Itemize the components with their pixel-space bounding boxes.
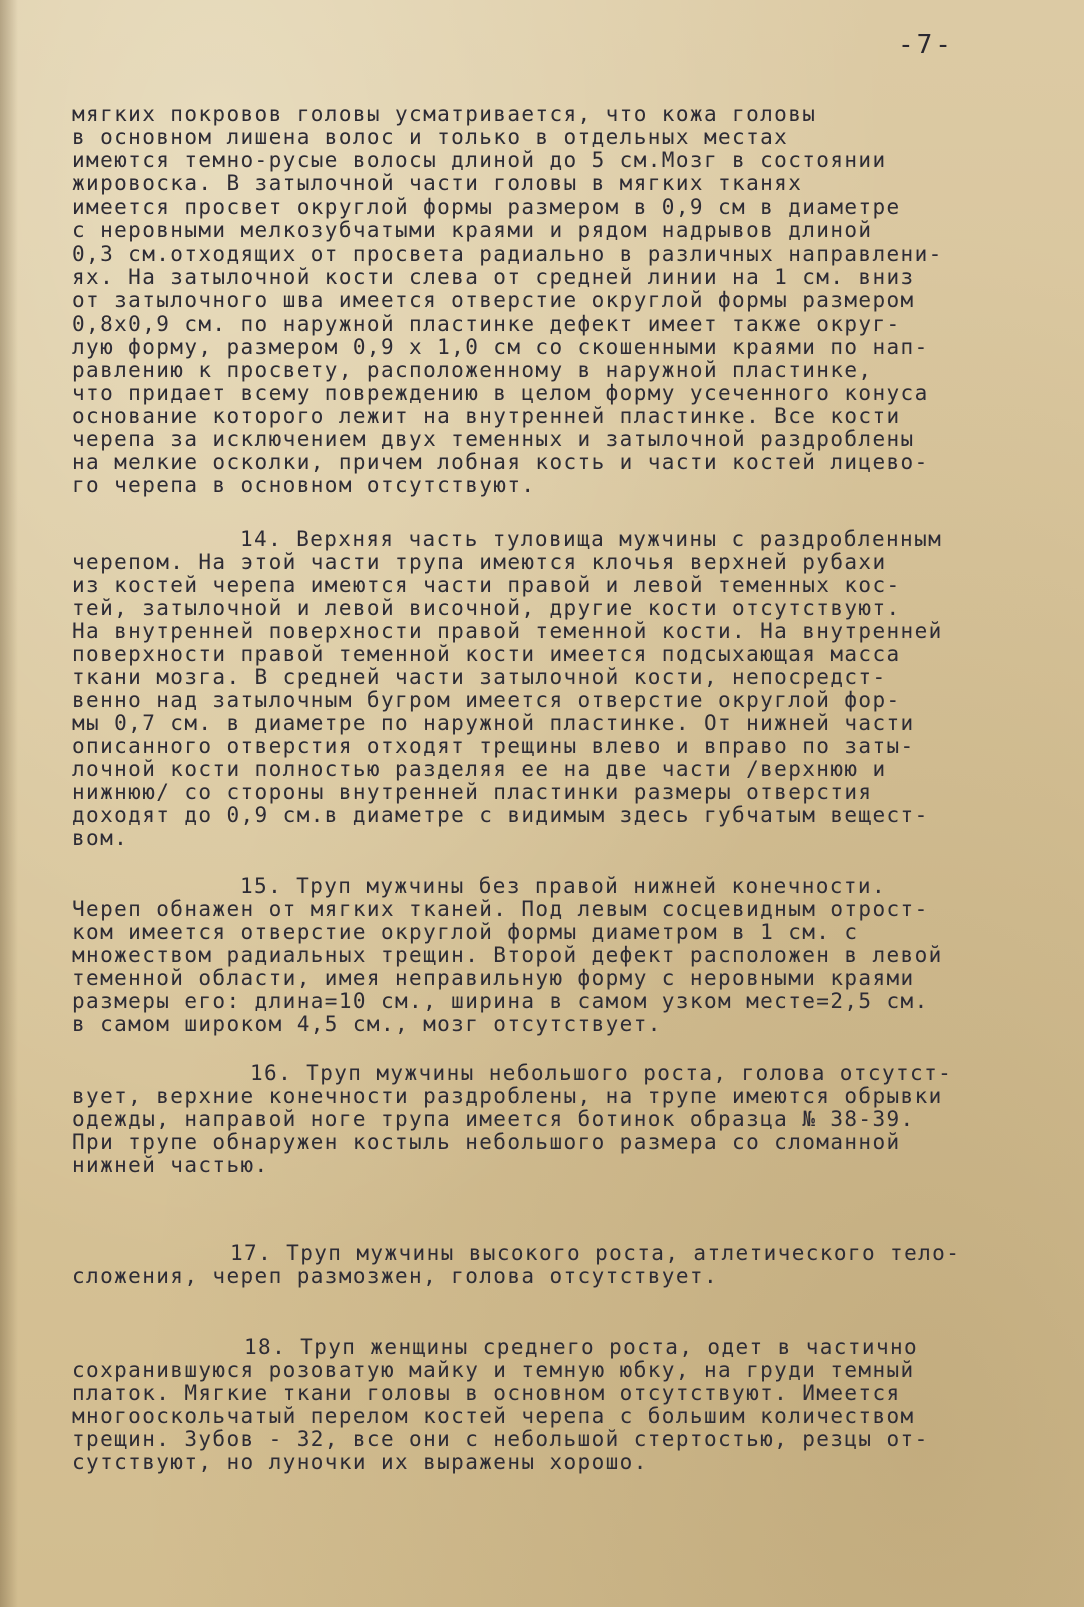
text-line: из костей черепа имеются части правой и левой теменных кос- <box>72 573 901 597</box>
text-line: многооскольчатый перелом костей черепа с большим количеством <box>72 1404 915 1428</box>
text-line: лочной кости полностью разделяя ее на две части /верхнюю и <box>72 757 887 781</box>
text-line: трещин. Зубов - 32, все они с небольшой стертостью, резцы от- <box>72 1427 929 1451</box>
text-line: основание которого лежит на внутренней пластинке. Все кости <box>72 404 901 428</box>
text-line: жировоска. В затылочной части головы в мягких тканях <box>72 171 803 195</box>
text-line: нижней частью. <box>72 1153 269 1177</box>
text-line: го черепа в основном отсутствуют. <box>72 473 536 497</box>
text-line: поверхности правой теменной кости имеется подсыхающая масса <box>72 642 901 666</box>
text-line: сложения, череп размозжен, голова отсутствует. <box>72 1264 718 1288</box>
text-line: от затылочного шва имеется отверстие округлой формы размером <box>72 288 915 312</box>
text-line: теменной области, имея неправильную форму с неровными краями <box>72 966 915 990</box>
text-line: на мелкие осколки, причем лобная кость и части костей лицево- <box>72 450 929 474</box>
text-line: в основном лишена волос и только в отдельных местах <box>72 125 789 149</box>
text-line: равлению к просвету, расположенному в наружной пластинке, <box>72 358 873 382</box>
text-line: платок. Мягкие ткани головы в основном отсутствуют. Имеется <box>72 1381 901 1405</box>
text-line: размеры его: длина=10 см., ширина в самом узком месте=2,5 см. <box>72 989 929 1013</box>
text-line: мягких покровов головы усматривается, что кожа головы <box>72 102 817 126</box>
text-line: мы 0,7 см. в диаметре по наружной пластинке. От нижней части <box>72 711 915 735</box>
text-line: имеется просвет округлой формы размером в 0,9 см в диаметре <box>72 195 901 219</box>
text-line: Череп обнажен от мягких тканей. Под левым сосцевидным отрост- <box>72 897 929 921</box>
text-line: нижнюю/ со стороны внутренней пластинки размеры отверстия <box>72 780 873 804</box>
text-line: имеются темно-русые волосы длиной до 5 см.Мозг в состоянии <box>72 148 887 172</box>
text-line: что придает всему повреждению в целом форму усеченного конуса <box>72 381 929 405</box>
text-line: При трупе обнаружен костыль небольшого размера со сломанной <box>72 1130 901 1154</box>
text-line: черепом. На этой части трупа имеются клочья верхней рубахи <box>72 550 887 574</box>
text-line: описанного отверстия отходят трещины влево и вправо по заты- <box>72 734 915 758</box>
text-line: На внутренней поверхности правой теменной кости. На внутренней <box>72 619 943 643</box>
text-line: тей, затылочной и левой височной, другие кости отсутствуют. <box>72 596 901 620</box>
page-number: -7- <box>898 30 954 60</box>
text-line: вует, верхние конечности раздроблены, на трупе имеются обрывки <box>72 1084 943 1108</box>
text-line: венно над затылочным бугром имеется отверстие округлой фор- <box>72 688 901 712</box>
text-line: лую форму, размером 0,9 х 1,0 см со скошенными краями по нап- <box>72 335 929 359</box>
text-line: сутствуют, но луночки их выражены хорошо. <box>72 1450 648 1474</box>
text-line: 17. Труп мужчины высокого роста, атлетического тело- <box>230 1241 961 1265</box>
text-line: ях. На затылочной кости слева от средней линии на 1 см. вниз <box>72 265 915 289</box>
text-line: черепа за исключением двух теменных и затылочной раздроблены <box>72 427 915 451</box>
text-line: с неровными мелкозубчатыми краями и рядом надрывов длиной <box>72 218 873 242</box>
text-line: 16. Труп мужчины небольшого роста, голова отсутст- <box>250 1061 953 1085</box>
text-line: 14. Верхняя часть туловища мужчины с раздробленным <box>240 527 943 551</box>
text-line: множеством радиальных трещин. Второй дефект расположен в левой <box>72 943 943 967</box>
text-line: в самом широком 4,5 см., мозг отсутствует. <box>72 1012 662 1036</box>
text-line: ткани мозга. В средней части затылочной кости, непосредст- <box>72 665 887 689</box>
text-line: 18. Труп женщины среднего роста, одет в частично <box>244 1335 919 1359</box>
text-line: 0,3 см.отходящих от просвета радиально в различных направлени- <box>72 242 943 266</box>
text-line: ком имеется отверстие округлой формы диаметром в 1 см. с <box>72 920 859 944</box>
text-line: вом. <box>72 826 129 850</box>
text-line: одежды, направой ноге трупа имеется ботинок образца № 38-39. <box>72 1107 915 1131</box>
text-line: 0,8х0,9 см. по наружной пластинке дефект имеет также округ- <box>72 312 901 336</box>
text-line: сохранившуюся розоватую майку и темную юбку, на груди темный <box>72 1358 915 1382</box>
text-line: доходят до 0,9 см.в диаметре с видимым здесь губчатым вещест- <box>72 803 929 827</box>
text-line: 15. Труп мужчины без правой нижней конечности. <box>240 874 886 898</box>
